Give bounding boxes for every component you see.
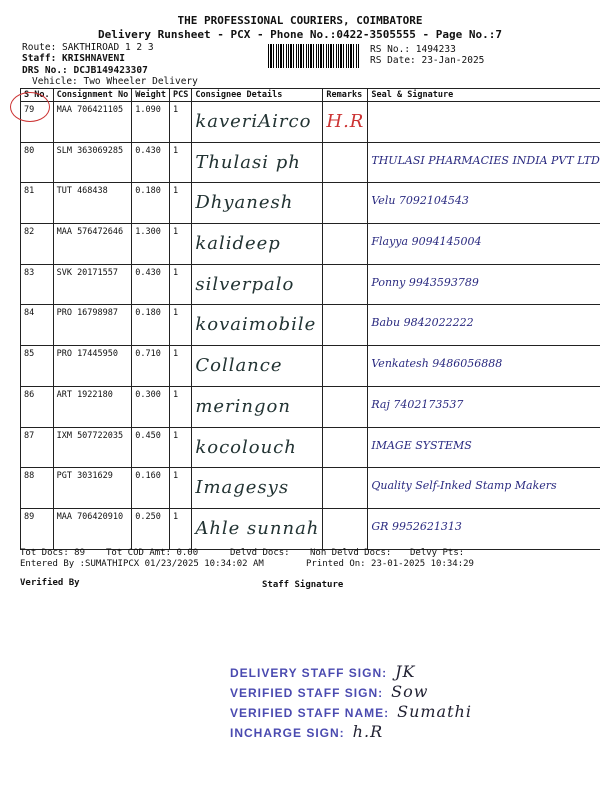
cell-consignee	[192, 183, 323, 224]
cell-seal-text: Ponny 9943593789	[371, 275, 479, 289]
cell-consignee	[192, 102, 323, 143]
cell-weight	[132, 264, 170, 305]
cell-consignment	[53, 468, 132, 509]
cell-seal	[368, 427, 600, 468]
cell-remarks	[323, 346, 368, 387]
cell-consignment	[53, 508, 132, 549]
cell-sno-text: 88	[24, 471, 35, 482]
staff-info: Staff: KRISHNAVENI	[22, 53, 125, 64]
verified-staff-sign-label: VERIFIED STAFF SIGN:	[230, 686, 384, 700]
cell-weight	[132, 224, 170, 265]
cell-seal-text: Flayya 9094145004	[371, 235, 482, 249]
cell-sno-text: 81	[24, 186, 35, 197]
delivery-staff-sign-label: DELIVERY STAFF SIGN:	[230, 666, 388, 680]
cell-weight-text: 0.180	[135, 308, 161, 319]
cell-seal-text: Babu 9842022222	[371, 316, 474, 330]
cell-consignment	[53, 427, 132, 468]
cell-consignee	[192, 142, 323, 183]
cell-remarks	[323, 508, 368, 549]
cell-remarks	[323, 224, 368, 265]
cell-sno	[21, 346, 54, 387]
cell-pcs	[169, 102, 191, 143]
cell-consignee	[192, 427, 323, 468]
incharge-signature: h.R	[352, 722, 384, 741]
entered-by: Entered By :SUMATHIPCX 01/23/2025 10:34:02 AM	[20, 559, 264, 569]
rs-number: RS No.: 1494233	[370, 44, 456, 55]
cell-seal	[368, 468, 600, 509]
cell-seal	[368, 508, 600, 549]
cell-sno	[21, 264, 54, 305]
cell-consignee-text: Imagesys	[195, 477, 290, 499]
cell-sno-text: 87	[24, 430, 35, 441]
col-remarks: Remarks	[323, 89, 368, 102]
cell-sno	[21, 183, 54, 224]
cell-consignee	[192, 305, 323, 346]
cell-pcs-text: 1	[172, 186, 179, 197]
cell-pcs	[169, 142, 191, 183]
cell-remarks	[323, 468, 368, 509]
cell-sno-text: 89	[24, 511, 35, 522]
cell-sno	[21, 468, 54, 509]
cell-sno	[21, 142, 54, 183]
cell-consignment-text: MAA 706420910	[56, 511, 124, 522]
verified-staff-name-value: Sumathi	[397, 702, 472, 721]
drs-info: DRS No.: DCJB149423307	[22, 65, 148, 76]
cell-consignee	[192, 468, 323, 509]
cell-consignment	[53, 386, 132, 427]
cell-weight	[132, 386, 170, 427]
cell-weight-text: 1.300	[135, 227, 161, 238]
cell-consignment	[53, 346, 132, 387]
cell-pcs	[169, 508, 191, 549]
cell-consignee	[192, 508, 323, 549]
cell-sno	[21, 386, 54, 427]
cell-consignee	[192, 346, 323, 387]
verified-staff-name	[230, 702, 472, 721]
cell-seal-text: GR 9952621313	[371, 519, 462, 533]
cell-pcs-text: 1	[172, 267, 179, 278]
delvy-pts: Delvy Pts:	[410, 548, 465, 558]
cell-weight	[132, 142, 170, 183]
table-row	[21, 305, 600, 346]
circle-annotation	[10, 92, 50, 122]
col-pcs: PCS	[169, 89, 191, 102]
cell-consignee	[192, 224, 323, 265]
cell-weight-text: 0.430	[135, 267, 161, 278]
cell-seal	[368, 264, 600, 305]
table-row	[21, 508, 600, 549]
cell-consignment	[53, 305, 132, 346]
cell-pcs-text: 1	[172, 145, 179, 156]
cell-remarks-text: H.R	[326, 111, 365, 132]
cell-sno	[21, 305, 54, 346]
col-consignment: Consignment No	[53, 89, 132, 102]
tot-cod: Tot COD Amt: 0.00	[106, 548, 199, 558]
cell-weight-text: 0.160	[135, 471, 161, 482]
cell-weight	[132, 102, 170, 143]
cell-weight-text: 0.710	[135, 349, 161, 360]
cell-consignment-text: MAA 576472646	[56, 227, 124, 238]
cell-pcs-text: 1	[172, 389, 179, 400]
rs-date: RS Date: 23-Jan-2025	[370, 55, 485, 66]
cell-seal	[368, 346, 600, 387]
cell-sno-text: 79	[24, 105, 35, 115]
table-row	[21, 264, 600, 305]
cell-pcs-text: 1	[172, 430, 179, 441]
cell-seal	[368, 386, 600, 427]
non-delvd-docs: Non Delvd Docs:	[310, 548, 392, 558]
cell-consignment-text: PRO 16798987	[56, 308, 119, 319]
cell-seal-text: IMAGE SYSTEMS	[371, 438, 472, 452]
cell-seal-text: Venkatesh 9486056888	[371, 357, 503, 371]
cell-remarks	[323, 102, 368, 143]
cell-sno	[21, 508, 54, 549]
delivery-staff-signature: JK	[395, 662, 416, 681]
table-row	[21, 386, 600, 427]
table-row	[21, 346, 600, 387]
verified-staff-signature: Sow	[391, 682, 429, 701]
cell-seal-text: Raj 7402173537	[371, 397, 464, 411]
table-row	[21, 142, 600, 183]
cell-consignee-text: silverpalo	[195, 273, 295, 295]
cell-weight-text: 0.300	[135, 389, 161, 400]
cell-pcs	[169, 468, 191, 509]
incharge-sign	[230, 722, 383, 741]
cell-consignment-text: PRO 17445950	[56, 349, 119, 360]
cell-sno	[21, 427, 54, 468]
cell-seal	[368, 224, 600, 265]
cell-consignment-text: IXM 507722035	[56, 430, 124, 441]
cell-pcs	[169, 305, 191, 346]
col-consignee: Consignee Details	[192, 89, 323, 102]
table-row	[21, 102, 600, 143]
cell-pcs-text: 1	[172, 308, 179, 319]
col-sno: S No.	[21, 89, 54, 102]
table-header-row	[21, 89, 600, 102]
cell-consignee-text: meringon	[195, 395, 291, 417]
col-weight: Weight	[132, 89, 170, 102]
cell-weight-text: 0.250	[135, 511, 161, 522]
cell-pcs	[169, 346, 191, 387]
cell-pcs	[169, 264, 191, 305]
cell-weight	[132, 183, 170, 224]
cell-sno-text: 84	[24, 308, 35, 319]
cell-consignee-text: kalideep	[195, 233, 281, 255]
cell-remarks	[323, 427, 368, 468]
table-row	[21, 427, 600, 468]
cell-consignment	[53, 264, 132, 305]
cell-consignment-text: ART 1922180	[56, 389, 113, 400]
table-row	[21, 224, 600, 265]
cell-consignee-text: kaveriAirco	[195, 111, 312, 132]
cell-sno	[21, 224, 54, 265]
barcode	[268, 44, 360, 68]
cell-consignment-text: PGT 3031629	[56, 471, 113, 482]
cell-consignment	[53, 183, 132, 224]
verified-staff-name-label: VERIFIED STAFF NAME:	[230, 706, 390, 720]
cell-sno-text: 80	[24, 145, 35, 156]
cell-consignee	[192, 264, 323, 305]
cell-pcs	[169, 427, 191, 468]
cell-consignment	[53, 224, 132, 265]
cell-consignee-text: Collance	[195, 355, 283, 377]
cell-seal	[368, 183, 600, 224]
delivery-staff-sign	[230, 662, 416, 681]
cell-weight-text: 1.090	[135, 105, 161, 115]
cell-consignee-text: Dhyanesh	[195, 192, 294, 214]
cell-weight	[132, 468, 170, 509]
runsheet-subtitle: Delivery Runsheet - PCX - Phone No.:0422-3505555 - Page No.:7	[98, 28, 502, 41]
staff-signature: Staff Signature	[262, 580, 344, 590]
delvd-docs: Delvd Docs:	[230, 548, 290, 558]
cell-sno-text: 82	[24, 227, 35, 238]
company-title: THE PROFESSIONAL COURIERS, COIMBATORE	[177, 14, 423, 27]
cell-consignment	[53, 102, 132, 143]
cell-weight	[132, 305, 170, 346]
cell-remarks	[323, 183, 368, 224]
cell-consignee-text: kovaimobile	[195, 314, 317, 336]
cell-pcs-text: 1	[172, 471, 179, 482]
cell-sno-text: 86	[24, 389, 35, 400]
cell-consignment-text: SLM 363069285	[56, 145, 124, 156]
cell-seal-text: Velu 7092104543	[371, 194, 469, 208]
cell-pcs-text: 1	[172, 227, 179, 238]
col-seal: Seal & Signature	[368, 89, 600, 102]
route-info: Route: SAKTHIROAD 1 2 3	[22, 42, 154, 53]
cell-pcs	[169, 224, 191, 265]
runsheet-table	[20, 88, 600, 550]
cell-weight-text: 0.180	[135, 186, 161, 197]
cell-weight-text: 0.450	[135, 430, 161, 441]
cell-weight	[132, 346, 170, 387]
cell-consignee-text: Thulasi ph	[195, 151, 301, 173]
cell-sno-text: 83	[24, 267, 35, 278]
cell-remarks	[323, 386, 368, 427]
cell-consignee	[192, 386, 323, 427]
cell-pcs-text: 1	[172, 349, 179, 360]
cell-seal	[368, 142, 600, 183]
tot-docs: Tot Docs: 89	[20, 548, 86, 558]
table-row	[21, 468, 600, 509]
incharge-sign-label: INCHARGE SIGN:	[230, 726, 345, 740]
cell-weight	[132, 508, 170, 549]
cell-sno-text: 85	[24, 349, 35, 360]
cell-consignee-text: Ahle sunnah	[195, 517, 320, 539]
cell-remarks	[323, 264, 368, 305]
cell-consignment-text: SVK 20171557	[56, 267, 119, 278]
printed-on: Printed On: 23-01-2025 10:34:29	[306, 559, 474, 569]
verified-by: Verified By	[20, 578, 80, 588]
cell-weight	[132, 427, 170, 468]
cell-seal	[368, 102, 600, 143]
verified-staff-sign	[230, 682, 428, 701]
cell-weight-text: 0.430	[135, 145, 161, 156]
cell-remarks	[323, 305, 368, 346]
table-row	[21, 183, 600, 224]
cell-seal	[368, 305, 600, 346]
cell-pcs-text: 1	[172, 511, 179, 522]
cell-seal-text: Quality Self-Inked Stamp Makers	[371, 479, 557, 493]
vehicle-info: Vehicle: Two Wheeler Delivery	[32, 76, 198, 87]
cell-remarks	[323, 142, 368, 183]
cell-consignment	[53, 142, 132, 183]
cell-seal-text: THULASI PHARMACIES INDIA PVT LTD	[371, 153, 600, 167]
cell-consignee-text: kocolouch	[195, 436, 297, 458]
cell-pcs	[169, 183, 191, 224]
cell-pcs	[169, 386, 191, 427]
cell-consignment-text: TUT 468438	[56, 186, 108, 197]
cell-consignment-text: MAA 706421105	[56, 105, 124, 115]
cell-pcs-text: 1	[172, 105, 179, 115]
